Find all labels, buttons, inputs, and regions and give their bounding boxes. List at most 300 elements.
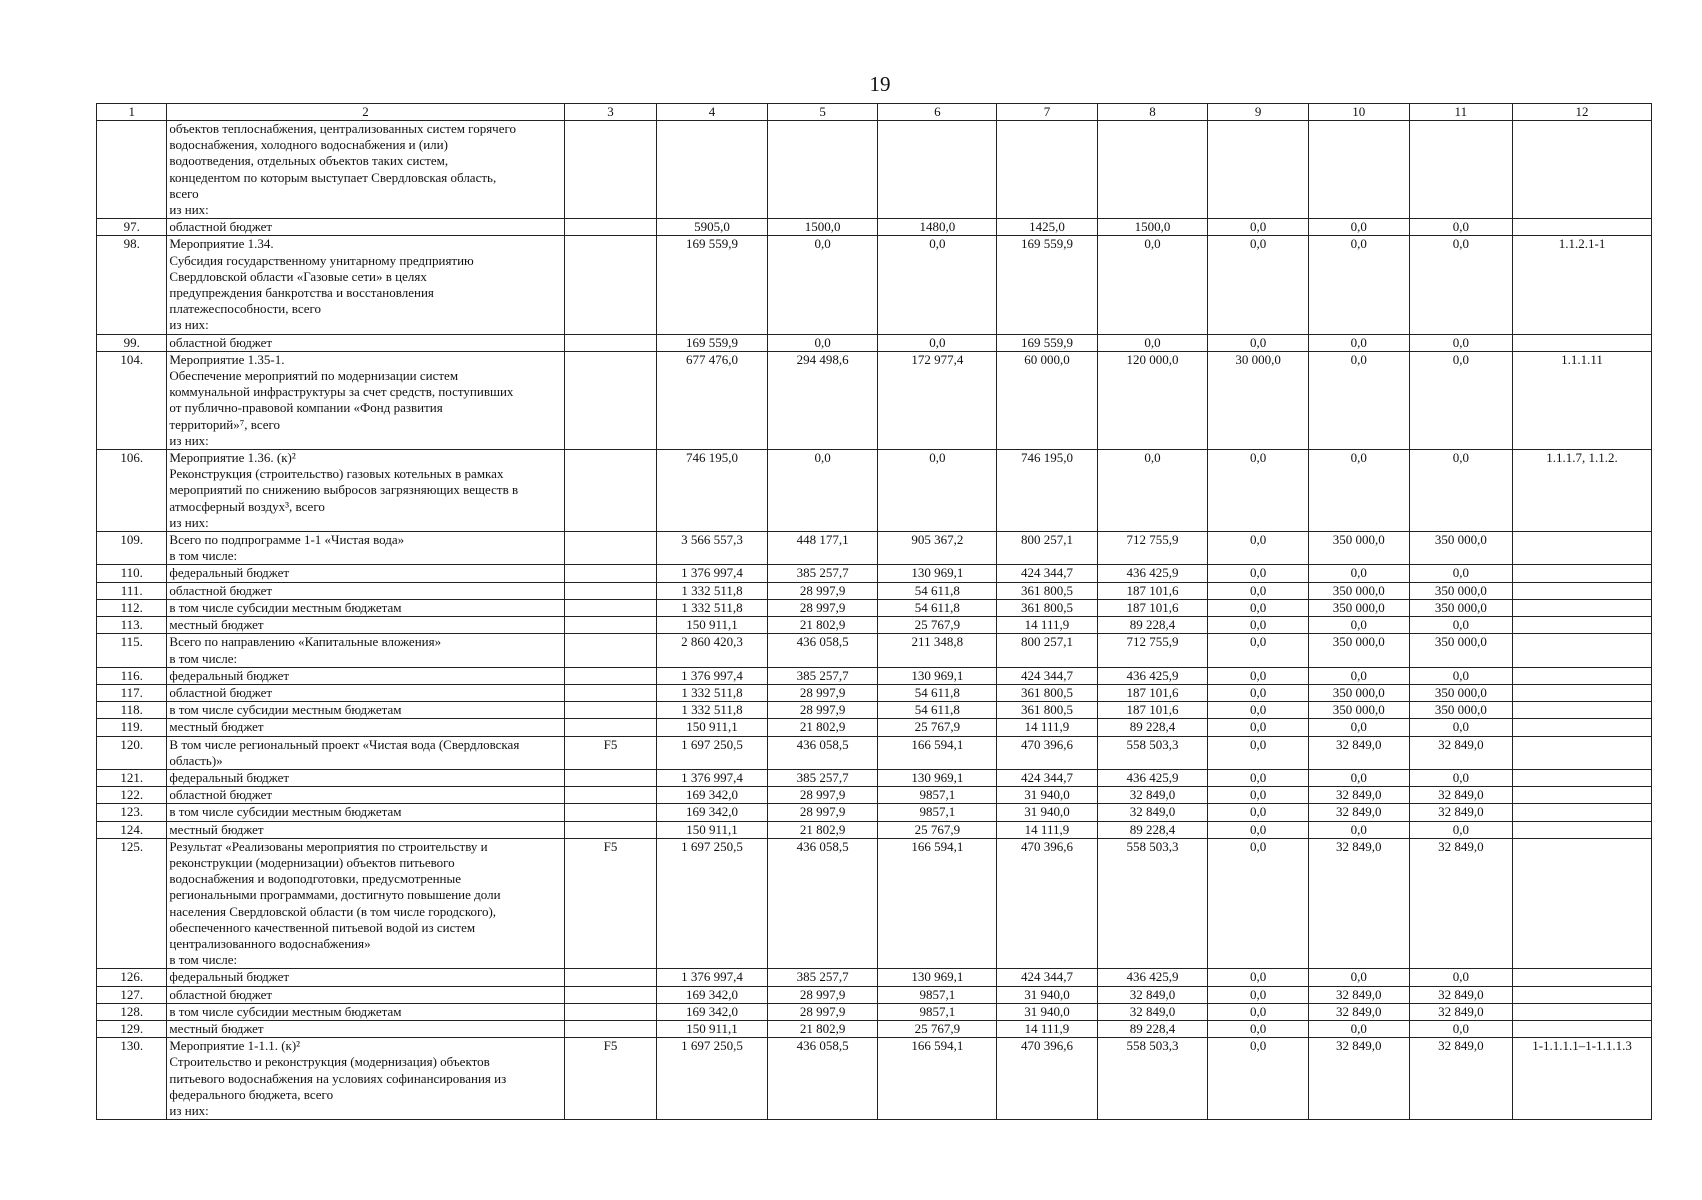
value-cell: 9857,1 — [878, 787, 997, 804]
row-code — [564, 599, 657, 616]
column-number: 7 — [997, 104, 1098, 121]
column-numbers-row — [97, 104, 1652, 121]
value-cell: 32 849,0 — [1308, 838, 1409, 969]
table-row — [97, 769, 1652, 786]
row-number: 97. — [97, 219, 167, 236]
row-number: 110. — [97, 565, 167, 582]
value-cell: 21 802,9 — [767, 719, 878, 736]
row-name-line: коммунальной инфраструктуры за счет средств, поступивших — [169, 384, 514, 400]
value-cell: 424 344,7 — [997, 969, 1098, 986]
value-cell: 350 000,0 — [1409, 599, 1513, 616]
row-reference: 1.1.1.11 — [1513, 351, 1652, 449]
value-cell: 0,0 — [1409, 719, 1513, 736]
row-name — [167, 450, 564, 532]
value-cell: 0,0 — [1409, 351, 1513, 449]
value-cell: 2 860 420,3 — [657, 634, 768, 667]
row-number: 116. — [97, 667, 167, 684]
row-code — [564, 582, 657, 599]
value-cell: 166 594,1 — [878, 1038, 997, 1120]
value-cell: 0,0 — [1208, 821, 1309, 838]
value-cell: 0,0 — [1208, 769, 1309, 786]
table-body — [97, 104, 1652, 1120]
row-number: 109. — [97, 532, 167, 565]
table-row — [97, 1038, 1652, 1120]
value-cell: 21 802,9 — [767, 617, 878, 634]
row-reference — [1513, 986, 1652, 1003]
value-cell: 28 997,9 — [767, 684, 878, 701]
value-cell: 0,0 — [1208, 804, 1309, 821]
value-cell: 0,0 — [1208, 702, 1309, 719]
row-number: 127. — [97, 986, 167, 1003]
row-name-line: территорий»⁷, всего — [169, 416, 281, 432]
value-cell: 350 000,0 — [1308, 702, 1409, 719]
row-name-line: объектов теплоснабжения, централизованных систем горячего — [169, 121, 516, 136]
value-cell — [767, 121, 878, 219]
table-row — [97, 969, 1652, 986]
value-cell: 187 101,6 — [1097, 599, 1208, 616]
value-cell: 31 940,0 — [997, 986, 1098, 1003]
value-cell: 0,0 — [1409, 450, 1513, 532]
value-cell: 30 000,0 — [1208, 351, 1309, 449]
row-name-line: в том числе: — [169, 650, 238, 666]
value-cell: 32 849,0 — [1097, 787, 1208, 804]
value-cell: 0,0 — [1208, 334, 1309, 351]
value-cell: 32 849,0 — [1409, 804, 1513, 821]
table-row — [97, 565, 1652, 582]
value-cell: 28 997,9 — [767, 1003, 878, 1020]
row-reference: 1-1.1.1.1–1-1.1.1.3 — [1513, 1038, 1652, 1120]
column-number: 10 — [1308, 104, 1409, 121]
value-cell — [1409, 121, 1513, 219]
value-cell: 14 111,9 — [997, 1020, 1098, 1037]
row-name-line: платежеспособности, всего — [169, 301, 322, 317]
row-code — [564, 821, 657, 838]
row-reference — [1513, 821, 1652, 838]
value-cell: 0,0 — [1208, 838, 1309, 969]
row-name-line: местный бюджет — [169, 821, 264, 837]
value-cell: 130 969,1 — [878, 667, 997, 684]
row-name — [167, 1038, 564, 1120]
value-cell: 54 611,8 — [878, 599, 997, 616]
row-number: 124. — [97, 821, 167, 838]
value-cell: 0,0 — [1308, 719, 1409, 736]
value-cell: 32 849,0 — [1409, 838, 1513, 969]
row-name — [167, 684, 564, 701]
value-cell: 150 911,1 — [657, 719, 768, 736]
row-name — [167, 599, 564, 616]
value-cell: 25 767,9 — [878, 821, 997, 838]
value-cell: 166 594,1 — [878, 838, 997, 969]
value-cell: 169 559,9 — [657, 236, 768, 334]
row-name-line: местный бюджет — [169, 1020, 264, 1036]
value-cell: 436 058,5 — [767, 736, 878, 769]
row-code — [564, 565, 657, 582]
row-name — [167, 719, 564, 736]
row-code — [564, 236, 657, 334]
value-cell: 0,0 — [1208, 565, 1309, 582]
value-cell: 0,0 — [1409, 617, 1513, 634]
table-row — [97, 236, 1652, 334]
value-cell: 470 396,6 — [997, 1038, 1098, 1120]
row-reference — [1513, 1003, 1652, 1020]
value-cell: 0,0 — [767, 236, 878, 334]
value-cell: 800 257,1 — [997, 532, 1098, 565]
row-reference: 1.1.1.7, 1.1.2. — [1513, 450, 1652, 532]
column-number: 9 — [1208, 104, 1309, 121]
value-cell: 32 849,0 — [1097, 1003, 1208, 1020]
value-cell: 436 058,5 — [767, 634, 878, 667]
value-cell: 0,0 — [1308, 219, 1409, 236]
row-number: 126. — [97, 969, 167, 986]
row-code: F5 — [564, 736, 657, 769]
value-cell: 0,0 — [1409, 236, 1513, 334]
row-code — [564, 617, 657, 634]
row-name-line: областной бюджет — [169, 986, 273, 1002]
row-name-line: обеспеченного качественной питьевой водой из систем — [169, 919, 476, 935]
row-name — [167, 986, 564, 1003]
row-name-line: Всего по подпрограмме 1-1 «Чистая вода» — [169, 532, 405, 548]
row-code — [564, 969, 657, 986]
table-row — [97, 532, 1652, 565]
value-cell: 1 697 250,5 — [657, 1038, 768, 1120]
column-number: 2 — [167, 104, 564, 121]
row-reference — [1513, 219, 1652, 236]
row-name — [167, 634, 564, 667]
value-cell: 1 376 997,4 — [657, 769, 768, 786]
value-cell: 14 111,9 — [997, 719, 1098, 736]
value-cell: 0,0 — [1308, 667, 1409, 684]
column-number: 8 — [1097, 104, 1208, 121]
row-name-line: водоотведения, отдельных объектов таких систем, — [169, 153, 449, 169]
row-name-line: водоснабжения и водоподготовки, предусмотренные — [169, 871, 462, 887]
row-number: 123. — [97, 804, 167, 821]
value-cell: 150 911,1 — [657, 1020, 768, 1037]
row-reference — [1513, 1020, 1652, 1037]
value-cell: 32 849,0 — [1409, 1003, 1513, 1020]
value-cell: 25 767,9 — [878, 617, 997, 634]
table-row — [97, 121, 1652, 219]
value-cell: 31 940,0 — [997, 787, 1098, 804]
table-row — [97, 634, 1652, 667]
value-cell: 32 849,0 — [1097, 986, 1208, 1003]
value-cell: 0,0 — [1208, 1003, 1309, 1020]
row-code: F5 — [564, 838, 657, 969]
value-cell: 9857,1 — [878, 1003, 997, 1020]
value-cell: 350 000,0 — [1409, 532, 1513, 565]
row-number: 128. — [97, 1003, 167, 1020]
value-cell: 0,0 — [1409, 667, 1513, 684]
row-name — [167, 838, 564, 969]
row-name-line: мероприятий по снижению выбросов загрязняющих веществ в — [169, 482, 519, 498]
value-cell: 712 755,9 — [1097, 634, 1208, 667]
value-cell: 150 911,1 — [657, 821, 768, 838]
row-code — [564, 634, 657, 667]
row-name-line: Реконструкция (строительство) газовых котельных в рамках — [169, 466, 504, 482]
value-cell: 0,0 — [1208, 532, 1309, 565]
row-number: 125. — [97, 838, 167, 969]
row-name-line: Мероприятие 1.35-1. — [169, 351, 285, 367]
value-cell: 361 800,5 — [997, 702, 1098, 719]
row-reference — [1513, 838, 1652, 969]
value-cell: 361 800,5 — [997, 582, 1098, 599]
value-cell: 169 342,0 — [657, 986, 768, 1003]
value-cell: 361 800,5 — [997, 684, 1098, 701]
value-cell: 1500,0 — [767, 219, 878, 236]
column-number: 4 — [657, 104, 768, 121]
row-code — [564, 450, 657, 532]
value-cell: 350 000,0 — [1308, 634, 1409, 667]
row-code — [564, 667, 657, 684]
value-cell: 0,0 — [1208, 736, 1309, 769]
row-name-line: в том числе субсидии местным бюджетам — [169, 804, 402, 820]
table-row — [97, 804, 1652, 821]
value-cell: 0,0 — [1308, 351, 1409, 449]
value-cell: 1480,0 — [878, 219, 997, 236]
value-cell: 54 611,8 — [878, 702, 997, 719]
row-name — [167, 969, 564, 986]
value-cell: 14 111,9 — [997, 617, 1098, 634]
row-name-line: федеральный бюджет — [169, 667, 290, 683]
row-number: 121. — [97, 769, 167, 786]
row-name-line: питьевого водоснабжения на условиях софинансирования из — [169, 1070, 507, 1086]
row-number: 118. — [97, 702, 167, 719]
row-name-line: областной бюджет — [169, 334, 273, 350]
value-cell: 436 425,9 — [1097, 667, 1208, 684]
value-cell: 89 228,4 — [1097, 617, 1208, 634]
value-cell: 28 997,9 — [767, 986, 878, 1003]
value-cell: 0,0 — [1308, 1020, 1409, 1037]
row-name-line: областной бюджет — [169, 219, 273, 235]
row-name-line: в том числе субсидии местным бюджетам — [169, 1003, 402, 1019]
row-reference — [1513, 121, 1652, 219]
row-name-line: федеральный бюджет — [169, 769, 290, 785]
row-name — [167, 804, 564, 821]
value-cell: 3 566 557,3 — [657, 532, 768, 565]
value-cell: 32 849,0 — [1308, 787, 1409, 804]
value-cell: 28 997,9 — [767, 582, 878, 599]
value-cell: 0,0 — [767, 334, 878, 351]
row-name-line: всего — [169, 185, 199, 201]
row-code — [564, 351, 657, 449]
value-cell: 436 425,9 — [1097, 969, 1208, 986]
row-number: 122. — [97, 787, 167, 804]
value-cell: 0,0 — [1097, 236, 1208, 334]
row-number: 130. — [97, 1038, 167, 1120]
value-cell: 187 101,6 — [1097, 684, 1208, 701]
row-name-line: из них: — [169, 202, 209, 218]
value-cell: 1 376 997,4 — [657, 969, 768, 986]
value-cell: 0,0 — [1409, 769, 1513, 786]
value-cell: 25 767,9 — [878, 1020, 997, 1037]
budget-table — [96, 103, 1652, 1120]
row-number: 129. — [97, 1020, 167, 1037]
row-name-line: предупреждения банкротства и восстановления — [169, 285, 434, 301]
row-name-line: региональными программами, достигнуто повышение доли — [169, 887, 501, 903]
row-code — [564, 532, 657, 565]
table-row — [97, 582, 1652, 599]
row-name-line: местный бюджет — [169, 719, 264, 735]
value-cell: 1 332 511,8 — [657, 702, 768, 719]
row-name-line: Мероприятие 1.36. (к)² — [169, 450, 296, 466]
value-cell: 470 396,6 — [997, 736, 1098, 769]
row-code — [564, 1020, 657, 1037]
row-name-line: из них: — [169, 432, 209, 448]
value-cell: 558 503,3 — [1097, 736, 1208, 769]
value-cell: 0,0 — [1409, 565, 1513, 582]
row-name-line: из них: — [169, 1102, 209, 1118]
row-code — [564, 702, 657, 719]
value-cell: 0,0 — [1308, 236, 1409, 334]
table-row — [97, 702, 1652, 719]
column-number: 6 — [878, 104, 997, 121]
value-cell: 677 476,0 — [657, 351, 768, 449]
value-cell: 746 195,0 — [657, 450, 768, 532]
row-name-line: в том числе субсидии местным бюджетам — [169, 599, 402, 615]
value-cell: 130 969,1 — [878, 769, 997, 786]
row-name — [167, 121, 564, 219]
value-cell: 0,0 — [1409, 969, 1513, 986]
value-cell: 150 911,1 — [657, 617, 768, 634]
row-reference — [1513, 684, 1652, 701]
value-cell: 350 000,0 — [1409, 634, 1513, 667]
value-cell: 187 101,6 — [1097, 702, 1208, 719]
row-name-line: В том числе региональный проект «Чистая вода (Свердловская — [169, 736, 520, 752]
value-cell: 424 344,7 — [997, 769, 1098, 786]
row-name-line: Мероприятие 1-1.1. (к)² — [169, 1038, 301, 1054]
value-cell: 0,0 — [878, 236, 997, 334]
row-code — [564, 804, 657, 821]
row-name-line: областной бюджет — [169, 787, 273, 803]
row-reference — [1513, 334, 1652, 351]
value-cell: 169 559,9 — [997, 334, 1098, 351]
value-cell: 0,0 — [1208, 787, 1309, 804]
row-name-line: Всего по направлению «Капитальные вложения» — [169, 634, 442, 650]
value-cell: 424 344,7 — [997, 667, 1098, 684]
row-number: 104. — [97, 351, 167, 449]
row-name-line: Результат «Реализованы мероприятия по строительству и — [169, 838, 488, 854]
value-cell: 385 257,7 — [767, 969, 878, 986]
value-cell: 28 997,9 — [767, 787, 878, 804]
value-cell: 712 755,9 — [1097, 532, 1208, 565]
value-cell: 0,0 — [1208, 667, 1309, 684]
row-name-line: область)» — [169, 752, 223, 768]
row-name — [167, 617, 564, 634]
value-cell: 0,0 — [878, 334, 997, 351]
row-code — [564, 121, 657, 219]
value-cell: 0,0 — [1308, 617, 1409, 634]
value-cell: 1 332 511,8 — [657, 599, 768, 616]
table-row — [97, 351, 1652, 449]
column-number: 5 — [767, 104, 878, 121]
value-cell: 1 376 997,4 — [657, 667, 768, 684]
value-cell: 166 594,1 — [878, 736, 997, 769]
value-cell: 424 344,7 — [997, 565, 1098, 582]
value-cell: 0,0 — [1208, 634, 1309, 667]
table-row — [97, 736, 1652, 769]
table-row — [97, 599, 1652, 616]
row-name-line: из них: — [169, 514, 209, 530]
value-cell: 800 257,1 — [997, 634, 1098, 667]
table-row — [97, 1020, 1652, 1037]
value-cell: 9857,1 — [878, 986, 997, 1003]
value-cell — [1097, 121, 1208, 219]
value-cell — [878, 121, 997, 219]
value-cell: 32 849,0 — [1097, 804, 1208, 821]
row-number — [97, 121, 167, 219]
row-name-line: областной бюджет — [169, 582, 273, 598]
row-number: 98. — [97, 236, 167, 334]
value-cell: 0,0 — [1208, 582, 1309, 599]
row-reference — [1513, 565, 1652, 582]
value-cell: 0,0 — [1409, 334, 1513, 351]
row-reference — [1513, 804, 1652, 821]
row-name — [167, 582, 564, 599]
row-name-line: Строительство и реконструкция (модернизация) объектов — [169, 1054, 490, 1070]
table-row — [97, 838, 1652, 969]
row-reference — [1513, 667, 1652, 684]
row-name-line: в том числе: — [169, 952, 238, 968]
value-cell: 0,0 — [1308, 334, 1409, 351]
value-cell: 169 559,9 — [657, 334, 768, 351]
row-name — [167, 821, 564, 838]
row-name-line: от публично-правовой компании «Фонд развития — [169, 400, 443, 416]
row-name — [167, 351, 564, 449]
row-name — [167, 334, 564, 351]
row-number: 111. — [97, 582, 167, 599]
value-cell: 0,0 — [1208, 617, 1309, 634]
value-cell: 0,0 — [1308, 769, 1409, 786]
row-number: 106. — [97, 450, 167, 532]
row-number: 99. — [97, 334, 167, 351]
value-cell: 905 367,2 — [878, 532, 997, 565]
value-cell: 350 000,0 — [1409, 702, 1513, 719]
value-cell: 0,0 — [1208, 969, 1309, 986]
value-cell: 5905,0 — [657, 219, 768, 236]
value-cell: 558 503,3 — [1097, 1038, 1208, 1120]
value-cell: 350 000,0 — [1409, 684, 1513, 701]
row-number: 115. — [97, 634, 167, 667]
value-cell: 89 228,4 — [1097, 821, 1208, 838]
row-name — [167, 667, 564, 684]
value-cell: 0,0 — [1208, 219, 1309, 236]
row-name-line: федерального бюджета, всего — [169, 1086, 334, 1102]
row-reference — [1513, 634, 1652, 667]
row-code: F5 — [564, 1038, 657, 1120]
value-cell: 31 940,0 — [997, 804, 1098, 821]
value-cell: 350 000,0 — [1308, 684, 1409, 701]
value-cell: 32 849,0 — [1308, 1003, 1409, 1020]
value-cell: 32 849,0 — [1409, 736, 1513, 769]
value-cell: 0,0 — [1409, 219, 1513, 236]
value-cell: 385 257,7 — [767, 769, 878, 786]
value-cell: 0,0 — [1409, 821, 1513, 838]
value-cell: 89 228,4 — [1097, 1020, 1208, 1037]
value-cell: 32 849,0 — [1409, 1038, 1513, 1120]
value-cell: 32 849,0 — [1308, 804, 1409, 821]
value-cell: 385 257,7 — [767, 565, 878, 582]
value-cell: 89 228,4 — [1097, 719, 1208, 736]
value-cell: 0,0 — [1208, 1038, 1309, 1120]
value-cell: 1500,0 — [1097, 219, 1208, 236]
value-cell: 350 000,0 — [1409, 582, 1513, 599]
row-code — [564, 219, 657, 236]
value-cell: 54 611,8 — [878, 684, 997, 701]
value-cell: 28 997,9 — [767, 702, 878, 719]
table-row — [97, 1003, 1652, 1020]
value-cell: 1 697 250,5 — [657, 736, 768, 769]
row-number: 119. — [97, 719, 167, 736]
row-reference — [1513, 532, 1652, 565]
